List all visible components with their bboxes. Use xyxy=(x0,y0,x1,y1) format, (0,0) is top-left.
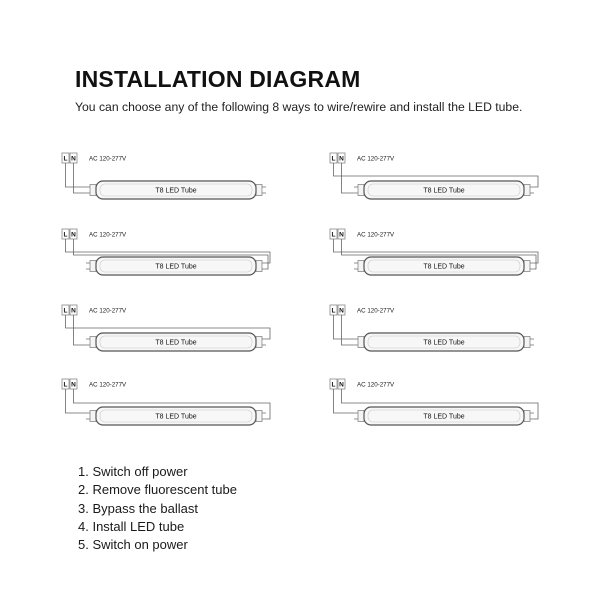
neutral-label: N xyxy=(71,231,76,239)
tube-end-cap-right xyxy=(256,337,262,348)
live-label: L xyxy=(331,155,336,163)
installation-steps xyxy=(78,463,237,554)
tube-end-cap-left xyxy=(90,185,96,196)
wire xyxy=(74,163,87,193)
tube-label: T8 LED Tube xyxy=(423,413,465,421)
wire xyxy=(334,389,355,413)
wiring-diagram-8 xyxy=(330,379,538,425)
supply-voltage-label: AC 120-277V xyxy=(357,231,395,239)
live-label: L xyxy=(63,155,68,163)
tube-end-cap-left xyxy=(358,261,364,272)
supply-voltage-label: AC 120-277V xyxy=(357,381,395,389)
supply-voltage-label: AC 120-277V xyxy=(89,307,127,315)
supply-voltage-label: AC 120-277V xyxy=(357,155,395,163)
tube-end-cap-left xyxy=(90,261,96,272)
step-item: 3. Bypass the ballast xyxy=(78,500,198,516)
page-title: INSTALLATION DIAGRAM xyxy=(75,66,361,92)
supply-voltage-label: AC 120-277V xyxy=(89,231,127,239)
page-subtitle: You can choose any of the following 8 ways to wire/rewire and install the LED tube. xyxy=(75,100,523,114)
wiring-diagram-1 xyxy=(62,153,266,199)
step-item: 5. Switch on power xyxy=(78,537,188,553)
neutral-label: N xyxy=(339,307,344,315)
tube-end-cap-right xyxy=(524,261,530,272)
wire xyxy=(342,163,355,193)
tube-label: T8 LED Tube xyxy=(423,339,465,347)
supply-voltage-label: AC 120-277V xyxy=(357,307,395,315)
tube-end-cap-left xyxy=(358,337,364,348)
wire xyxy=(334,315,355,339)
neutral-label: N xyxy=(71,307,76,315)
live-label: L xyxy=(63,307,68,315)
tube-end-cap-left xyxy=(358,411,364,422)
step-item: 1. Switch off power xyxy=(78,464,188,479)
neutral-label: N xyxy=(71,381,76,389)
tube-end-cap-right xyxy=(524,337,530,348)
neutral-label: N xyxy=(339,231,344,239)
wire xyxy=(66,163,87,187)
live-label: L xyxy=(331,231,336,239)
live-label: L xyxy=(331,307,336,315)
tube-end-cap-right xyxy=(256,411,262,422)
supply-voltage-label: AC 120-277V xyxy=(89,381,127,389)
tube-label: T8 LED Tube xyxy=(423,263,465,271)
neutral-label: N xyxy=(339,155,344,163)
wire xyxy=(342,315,355,345)
tube-end-cap-left xyxy=(358,185,364,196)
wiring-diagram-5 xyxy=(62,305,270,351)
wire xyxy=(66,389,87,413)
tube-label: T8 LED Tube xyxy=(155,263,197,271)
tube-label: T8 LED Tube xyxy=(423,187,465,195)
tube-label: T8 LED Tube xyxy=(155,339,197,347)
wiring-diagram-3 xyxy=(62,229,270,275)
wire xyxy=(74,315,87,345)
tube-end-cap-left xyxy=(90,337,96,348)
tube-label: T8 LED Tube xyxy=(155,187,197,195)
neutral-label: N xyxy=(71,155,76,163)
tube-end-cap-right xyxy=(524,185,530,196)
live-label: L xyxy=(331,381,336,389)
wiring-diagram-7 xyxy=(62,379,270,425)
step-item: 4. Install LED tube xyxy=(78,518,185,534)
neutral-label: N xyxy=(339,381,344,389)
wiring-diagram-4 xyxy=(330,229,538,275)
supply-voltage-label: AC 120-277V xyxy=(89,155,127,163)
tube-end-cap-right xyxy=(524,411,530,422)
live-label: L xyxy=(63,231,68,239)
tube-label: T8 LED Tube xyxy=(155,413,197,421)
wiring-diagram-2 xyxy=(330,153,538,199)
tube-end-cap-right xyxy=(256,261,262,272)
tube-end-cap-left xyxy=(90,411,96,422)
live-label: L xyxy=(63,381,68,389)
wiring-diagram-6 xyxy=(330,305,534,351)
tube-end-cap-right xyxy=(256,185,262,196)
step-item: 2. Remove fluorescent tube xyxy=(78,482,237,498)
